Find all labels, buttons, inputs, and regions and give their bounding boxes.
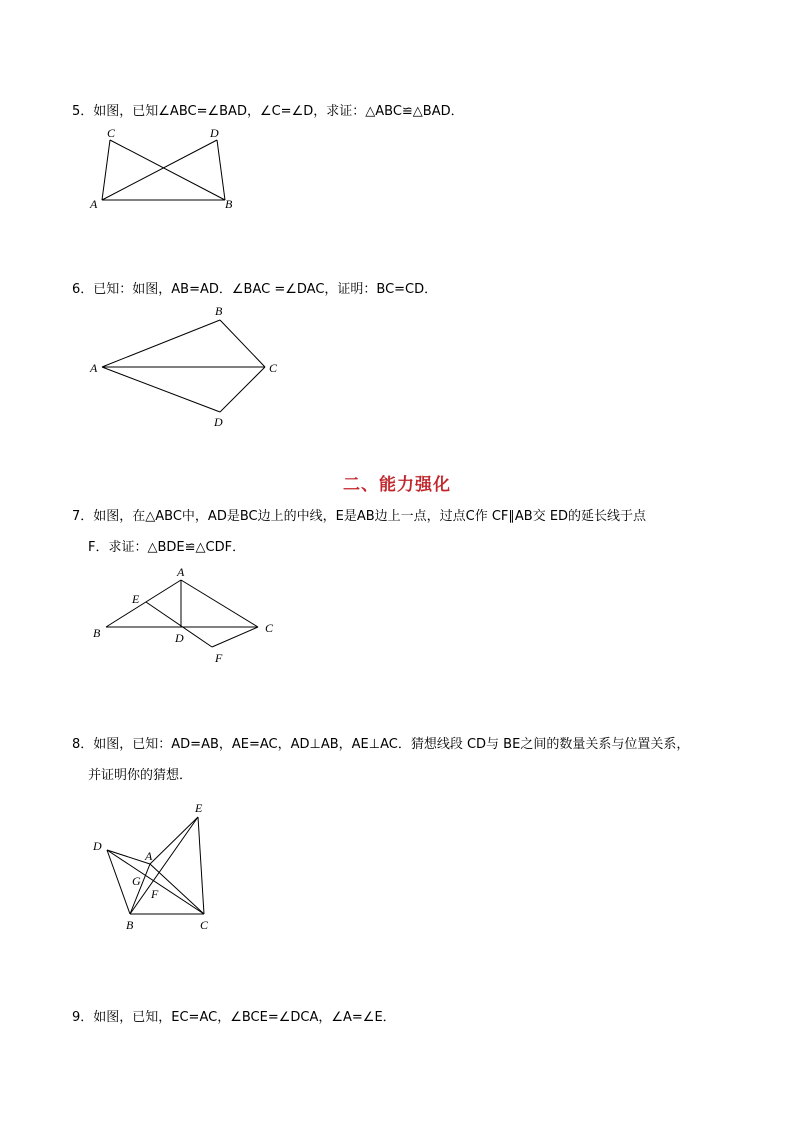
label-d: D	[93, 839, 102, 853]
edge-ae	[150, 817, 198, 864]
label-d: D	[214, 415, 223, 429]
edge-ab	[102, 320, 220, 367]
edge-ec	[198, 817, 204, 914]
label-b: B	[215, 304, 223, 318]
question-6-figure	[85, 302, 285, 432]
edge-cf	[212, 627, 258, 647]
edge-ad	[102, 367, 220, 412]
question-7-line1: 7．如图，在△ABC中，AD是BC边上的中线，E是AB边上一点，过点C作 CF∥AB交 ED的延长线于点	[72, 509, 647, 524]
section-title: 二、能力强化	[343, 475, 451, 495]
question-7-figure	[88, 565, 288, 670]
label-e: E	[132, 592, 140, 606]
edge-bc	[220, 320, 265, 367]
label-f: F	[215, 651, 223, 665]
question-5-text: 5．如图，已知∠ABC=∠BAD，∠C=∠D，求证：△ABC≌△BAD．	[72, 104, 464, 119]
question-8-line2: 并证明你的猜想．	[88, 768, 193, 783]
edge-dc	[107, 850, 204, 914]
label-c: C	[200, 918, 209, 932]
edge-ca	[102, 140, 110, 200]
question-7-line2: F．求证：△BDE≌△CDF．	[88, 540, 246, 555]
edge-ac	[181, 580, 258, 627]
edge-ba	[106, 580, 181, 627]
edge-bd	[217, 140, 225, 200]
label-d: D	[175, 631, 184, 645]
edge-cb	[110, 140, 225, 200]
label-b: B	[93, 626, 101, 640]
edge-ad	[102, 140, 217, 200]
label-a: A	[177, 565, 185, 579]
edge-dc	[220, 367, 265, 412]
label-f: F	[151, 887, 159, 901]
label-b: B	[126, 918, 134, 932]
label-g: G	[132, 874, 141, 888]
label-d: D	[210, 126, 219, 140]
label-a: A	[90, 361, 98, 375]
label-c: C	[265, 621, 274, 635]
question-8-line1: 8．如图，已知：AD=AB，AE=AC，AD⊥AB，AE⊥AC．猜想线段 CD与 BE之间的数量关系与位置关系，	[72, 737, 690, 752]
label-e: E	[195, 801, 203, 815]
question-8-figure	[88, 797, 228, 937]
edge-da	[107, 850, 150, 864]
label-c: C	[107, 126, 116, 140]
label-c: C	[269, 361, 278, 375]
label-a: A	[145, 849, 153, 863]
edge-db	[107, 850, 130, 914]
question-9-text: 9．如图，已知，EC=AC，∠BCE=∠DCA，∠A=∠E．	[72, 1010, 396, 1025]
question-5-figure	[85, 125, 245, 215]
label-a: A	[90, 197, 98, 211]
label-b: B	[225, 197, 233, 211]
question-6-text: 6．已知：如图，AB=AD．∠BAC =∠DAC，证明：BC=CD．	[72, 282, 438, 297]
